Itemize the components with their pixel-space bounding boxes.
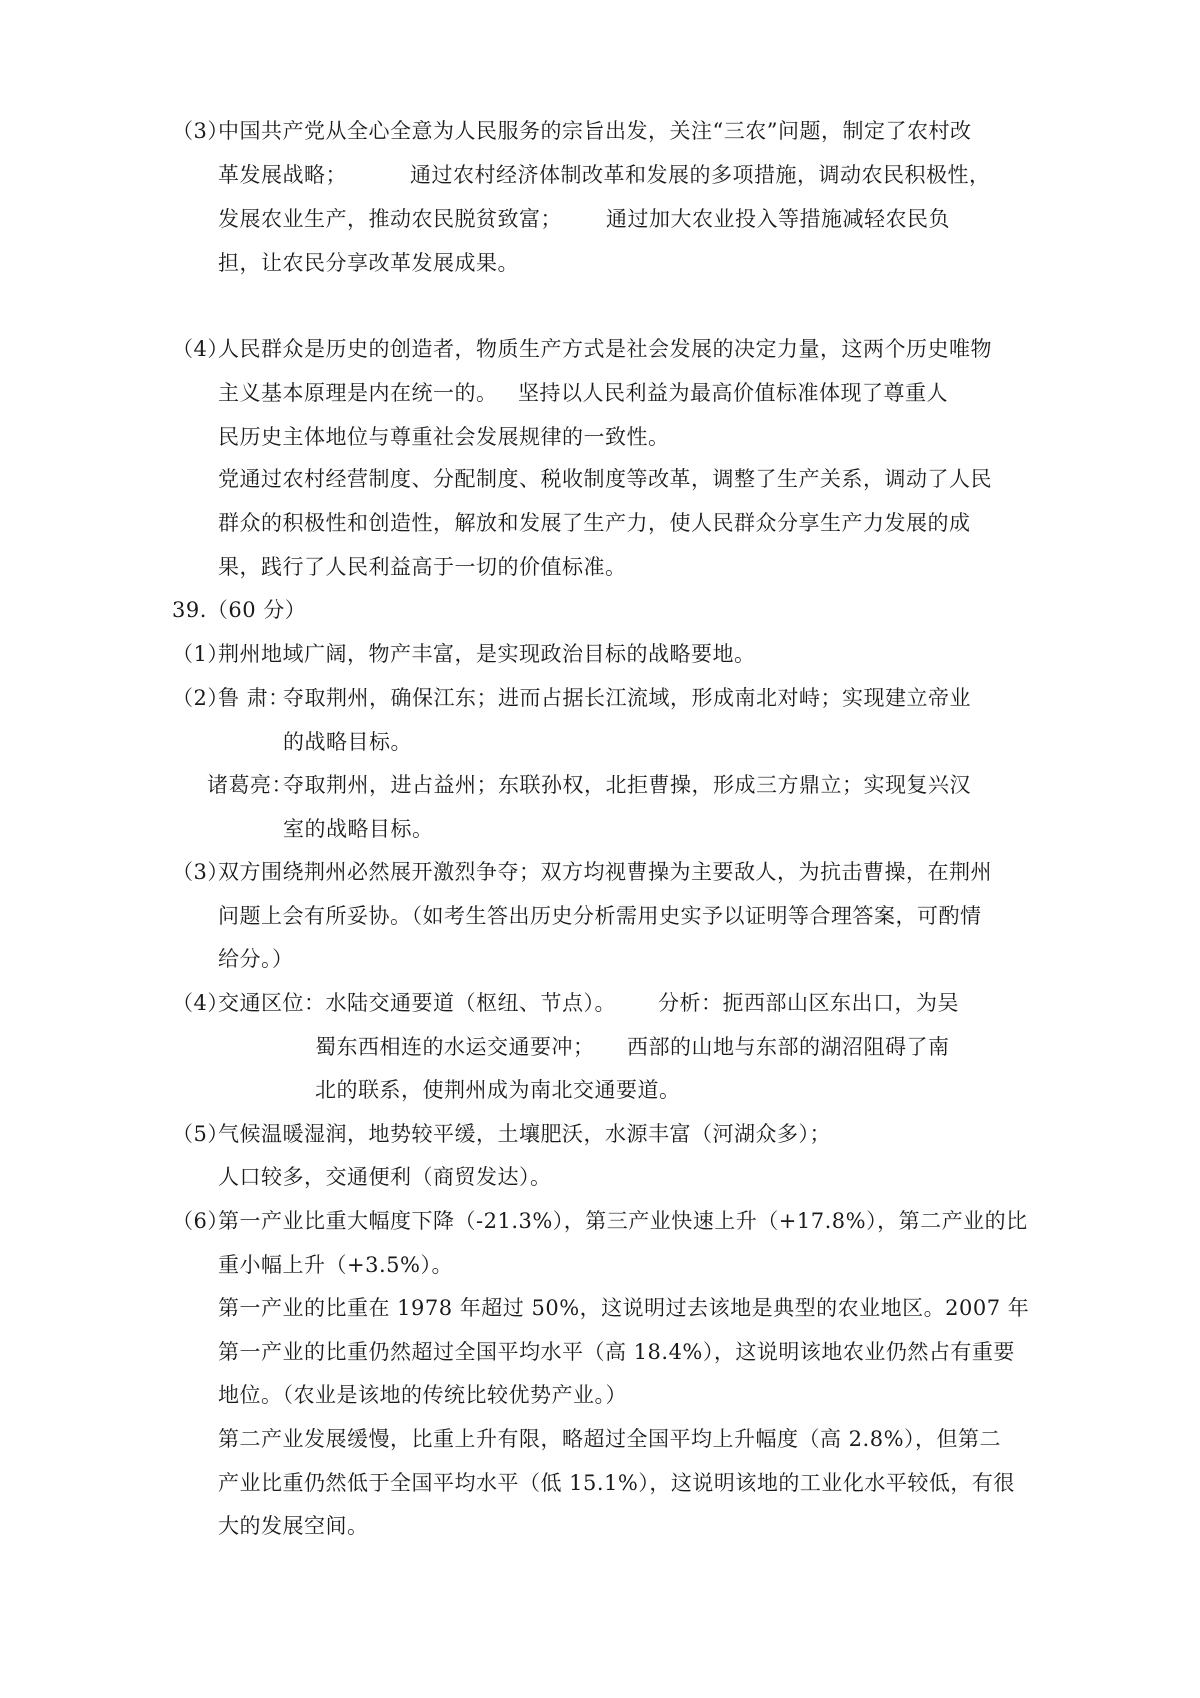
- q39-a2-line-4: 室的战略目标。: [283, 817, 434, 841]
- sec3-label: （3）: [172, 119, 229, 143]
- q39-a5-line-2: 人口较多，交通便利（商贸发达）。: [218, 1165, 552, 1189]
- q39-a6-line-7: 产业比重仍然低于全国平均水平（低 15.1%），这说明该地的工业化水平较低，有很: [218, 1471, 1015, 1495]
- q39-a4-label: （4）: [172, 991, 229, 1015]
- sec3-line-2a: 革发展战略；: [218, 163, 347, 187]
- q39-a5-label: （5）: [172, 1122, 229, 1146]
- sec3-line-1: 中国共产党从全心全意为人民服务的宗旨出发，关注“三农”问题，制定了农村改: [218, 119, 972, 143]
- q39-a6-label: （6）: [172, 1209, 229, 1233]
- q39-a2-name-lusu: 鲁 肃：: [218, 686, 290, 710]
- sec4-label: （4）: [172, 337, 229, 361]
- q39-a6-line-1: 第一产业比重大幅度下降（-21.3%），第三产业快速上升（+17.8%），第二产业的比: [218, 1209, 1028, 1233]
- sec3-line-3a: 发展农业生产，推动农民脱贫致富；: [218, 207, 562, 231]
- sec4-line-4: 党通过农村经营制度、分配制度、税收制度等改革，调整了生产关系，调动了人民: [218, 467, 992, 491]
- q39-a6-line-4: 第一产业的比重仍然超过全国平均水平（高 18.4%），这说明该地农业仍然占有重要: [218, 1340, 1015, 1364]
- q39-a4-line-2a: 蜀东西相连的水运交通要冲；: [315, 1035, 595, 1059]
- q39-a6-line-3: 第一产业的比重在 1978 年超过 50%，这说明过去该地是典型的农业地区。2007 年: [218, 1296, 1030, 1320]
- q39-a6-line-6: 第二产业发展缓慢，比重上升有限，略超过全国平均上升幅度（高 2.8%），但第二: [218, 1427, 1002, 1451]
- q39-a1-label: （1）: [172, 642, 229, 666]
- q39-a4-line-3: 北的联系，使荆州成为南北交通要道。: [315, 1078, 681, 1102]
- sec4-line-2a: 主义基本原理是内在统一的。: [218, 381, 498, 405]
- q39-a2-line-1: 夺取荆州，确保江东；进而占据长江流域，形成南北对峙；实现建立帝业: [283, 686, 971, 710]
- q39-a3-line-2: 问题上会有所妥协。（如考生答出历史分析需用史实予以证明等合理答案，可酌情: [218, 904, 982, 928]
- q39-a4-line-2b: 西部的山地与东部的湖沼阻碍了南: [627, 1035, 950, 1059]
- sec4-line-6: 果，践行了人民利益高于一切的价值标准。: [218, 555, 627, 579]
- sec3-line-4: 担，让农民分享改革发展成果。: [218, 251, 519, 275]
- q39-a6-line-8: 大的发展空间。: [218, 1514, 369, 1538]
- q39-a2-name-zhugeliang: 诸葛亮：: [207, 773, 293, 797]
- q39-a6-line-2: 重小幅上升（+3.5%）。: [218, 1253, 453, 1277]
- sec3-line-2b: 通过农村经济体制改革和发展的多项措施，调动农民积极性，: [410, 163, 991, 187]
- sec4-line-5: 群众的积极性和创造性，解放和发展了生产力，使人民群众分享生产力发展的成: [218, 511, 971, 535]
- q39-a1-text: 荆州地域广阔，物产丰富，是实现政治目标的战略要地。: [218, 642, 756, 666]
- sec4-line-2b: 坚持以人民利益为最高价值标准体现了尊重人: [518, 381, 948, 405]
- sec3-line-3b: 通过加大农业投入等措施减轻农民负: [606, 207, 950, 231]
- q39-a2-line-2: 的战略目标。: [283, 730, 412, 754]
- sec4-line-3: 民历史主体地位与尊重社会发展规律的一致性。: [218, 425, 670, 449]
- q39-a4-line-1a: 交通区位：水陆交通要道（枢纽、节点）。: [218, 991, 616, 1015]
- q39-a2-line-3: 夺取荆州，进占益州；东联孙权，北拒曹操，形成三方鼎立；实现复兴汉: [283, 773, 971, 797]
- q39-a3-label: （3）: [172, 860, 229, 884]
- q39-a2-label: （2）: [172, 686, 229, 710]
- q39-a5-line-1: 气候温暖湿润，地势较平缓，土壤肥沃，水源丰富（河湖众多）；: [218, 1122, 831, 1146]
- q39-title: 39.（60 分）: [172, 598, 307, 622]
- q39-a6-line-5: 地位。（农业是该地的传统比较优势产业。）: [218, 1383, 627, 1407]
- q39-a3-line-3: 给分。）: [218, 947, 294, 971]
- sec4-line-1: 人民群众是历史的创造者，物质生产方式是社会发展的决定力量，这两个历史唯物: [218, 337, 992, 361]
- q39-a4-line-1b: 分析：扼西部山区东出口，为吴: [658, 991, 959, 1015]
- q39-a3-line-1: 双方围绕荆州必然展开激烈争夺；双方均视曹操为主要敌人，为抗击曹操，在荆州: [218, 860, 992, 884]
